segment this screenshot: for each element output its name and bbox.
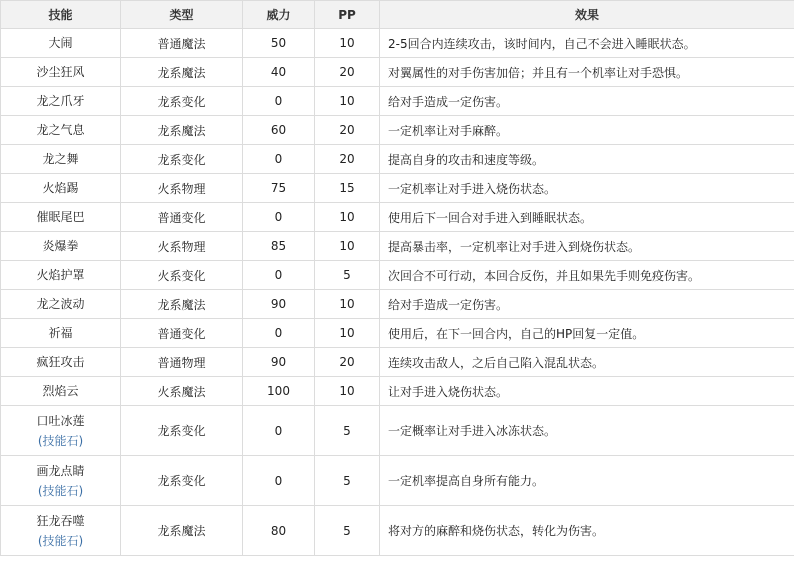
skill-stone-link[interactable]: (技能石) [37,483,84,498]
skill-effect: 次回合不可行动，本回合反伤，并且如果先手则免疫伤害。 [380,261,794,290]
skill-type: 龙系魔法 [121,116,243,145]
skill-name: 炎爆拳 [42,239,79,253]
skill-type: 火系变化 [121,261,243,290]
skill-effect: 一定机率提高自身所有能力。 [380,456,794,506]
table-row [1,58,794,87]
table-row [1,506,794,556]
skill-name-cell [1,456,121,506]
skill-power: 0 [243,406,315,456]
header-type: 类型 [121,1,243,29]
skill-type: 龙系魔法 [121,58,243,87]
skill-pp: 5 [315,406,380,456]
skill-type: 龙系魔法 [121,506,243,556]
skill-name-cell [1,29,121,58]
skill-name: 祈福 [48,326,73,340]
skill-name: 沙尘狂风 [36,65,85,79]
skill-power: 0 [243,87,315,116]
skill-effect: 一定机率让对手麻醉。 [380,116,794,145]
skill-effect: 2-5回合内连续攻击，该时间内，自己不会进入睡眠状态。 [380,29,794,58]
skill-name-cell [1,116,121,145]
skill-name: 烈焰云 [42,384,79,398]
skill-name: 龙之舞 [42,152,79,166]
skill-power: 0 [243,456,315,506]
skill-name: 龙之气息 [36,123,85,137]
skill-pp: 10 [315,232,380,261]
skill-power: 90 [243,290,315,319]
table-row [1,29,794,58]
skill-name-cell [1,87,121,116]
header-power: 威力 [243,1,315,29]
table-header [1,1,794,29]
skill-name-cell [1,377,121,406]
skill-type: 龙系魔法 [121,290,243,319]
skill-name: 疯狂攻击 [36,355,85,369]
table-row [1,348,794,377]
skill-type: 龙系变化 [121,406,243,456]
skill-power: 75 [243,174,315,203]
header-name: 技能 [1,1,121,29]
table-row [1,145,794,174]
skill-pp: 20 [315,145,380,174]
skill-pp: 10 [315,377,380,406]
header-row [1,1,794,29]
skill-type: 火系物理 [121,174,243,203]
skill-effect: 一定概率让对手进入冰冻状态。 [380,406,794,456]
skill-pp: 10 [315,290,380,319]
skill-power: 0 [243,319,315,348]
skill-name-cell [1,174,121,203]
skill-power: 60 [243,116,315,145]
skill-pp: 20 [315,348,380,377]
skill-type: 普通物理 [121,348,243,377]
table-row [1,116,794,145]
skill-power: 50 [243,29,315,58]
skill-type: 普通魔法 [121,29,243,58]
skill-effect: 使用后，在下一回合内，自己的HP回复一定值。 [380,319,794,348]
skill-power: 100 [243,377,315,406]
skill-power: 0 [243,145,315,174]
skill-name-cell [1,506,121,556]
table-row [1,377,794,406]
skill-effect: 连续攻击敌人，之后自己陷入混乱状态。 [380,348,794,377]
skill-name: 龙之爪牙 [36,94,85,108]
skill-name: 火焰踢 [42,181,79,195]
skill-type: 普通变化 [121,319,243,348]
skill-power: 40 [243,58,315,87]
header-effect: 效果 [380,1,794,29]
skill-name: 口吐冰莲 [36,413,85,428]
table-row [1,261,794,290]
skill-name: 画龙点睛 [36,463,85,478]
skill-effect: 给对手造成一定伤害。 [380,87,794,116]
skill-name: 狂龙吞噬 [36,513,85,528]
skill-name-cell [1,261,121,290]
skill-pp: 10 [315,203,380,232]
skill-effect: 提高自身的攻击和速度等级。 [380,145,794,174]
skill-power: 0 [243,203,315,232]
skill-name: 龙之波动 [36,297,85,311]
skill-pp: 5 [315,261,380,290]
skill-pp: 10 [315,319,380,348]
skill-type: 龙系变化 [121,87,243,116]
skill-name: 大闹 [48,36,73,50]
skill-name-cell [1,145,121,174]
skill-type: 龙系变化 [121,456,243,506]
skill-name: 火焰护罩 [36,268,85,282]
skill-effect: 将对方的麻醉和烧伤状态，转化为伤害。 [380,506,794,556]
skill-effect: 给对手造成一定伤害。 [380,290,794,319]
table-row [1,174,794,203]
skill-stone-link[interactable]: (技能石) [37,433,84,448]
skill-effect: 对翼属性的对手伤害加倍；并且有一个机率让对手恐惧。 [380,58,794,87]
skill-name-cell [1,406,121,456]
table-row [1,232,794,261]
skill-effect: 提高暴击率，一定机率让对手进入到烧伤状态。 [380,232,794,261]
skill-power: 80 [243,506,315,556]
skill-name-cell [1,290,121,319]
skill-type: 火系魔法 [121,377,243,406]
skill-pp: 20 [315,116,380,145]
skill-stone-link[interactable]: (技能石) [37,533,84,548]
table-row [1,87,794,116]
skill-pp: 5 [315,456,380,506]
skill-name: 催眠尾巴 [36,210,85,224]
table-row [1,456,794,506]
skill-effect: 使用后下一回合对手进入到睡眠状态。 [380,203,794,232]
skill-name-cell [1,319,121,348]
table-row [1,319,794,348]
skill-power: 85 [243,232,315,261]
skill-effect: 让对手进入烧伤状态。 [380,377,794,406]
skill-pp: 10 [315,87,380,116]
header-pp: PP [315,1,380,29]
skill-pp: 20 [315,58,380,87]
skill-name-cell [1,232,121,261]
skill-effect: 一定机率让对手进入烧伤状态。 [380,174,794,203]
skill-pp: 10 [315,29,380,58]
table-body [1,29,794,556]
skill-type: 火系物理 [121,232,243,261]
table-row [1,290,794,319]
skill-power: 0 [243,261,315,290]
skill-type: 龙系变化 [121,145,243,174]
skill-name-cell [1,348,121,377]
skill-pp: 5 [315,506,380,556]
skill-power: 90 [243,348,315,377]
skill-name-cell [1,58,121,87]
table-row [1,406,794,456]
skill-pp: 15 [315,174,380,203]
table-row [1,203,794,232]
skill-type: 普通变化 [121,203,243,232]
skill-name-cell [1,203,121,232]
